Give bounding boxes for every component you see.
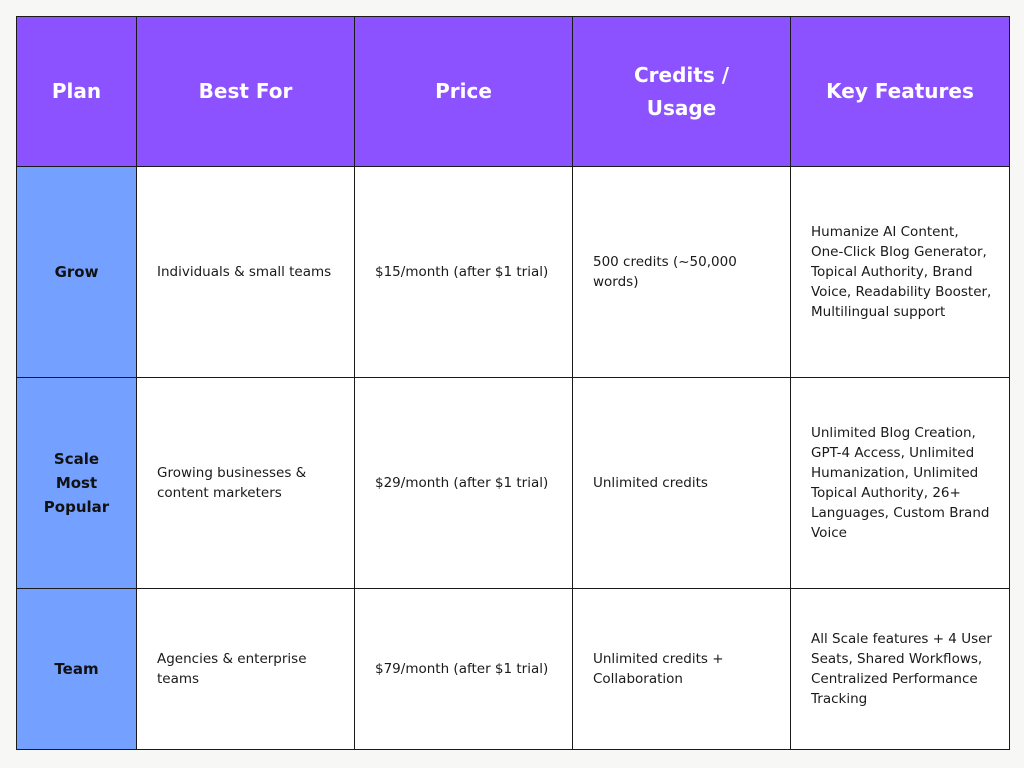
table-row-scale (17, 378, 1010, 589)
best-for-cell: Growing businesses & content marketers (137, 378, 355, 589)
plan-cell-team (17, 589, 137, 750)
plan-cell-grow (17, 167, 137, 378)
header-row (17, 17, 1010, 167)
features-cell: All Scale features + 4 User Seats, Shared Workflows, Centralized Performance Tracking (791, 589, 1010, 750)
plan-name: Scale (53, 450, 100, 468)
plan-badge-line-2: Popular (43, 498, 110, 516)
table-row-grow (17, 167, 1010, 378)
header-plan: Plan (17, 17, 137, 167)
pricing-table (16, 16, 1010, 750)
header-credits-line-1: Credits / (633, 62, 729, 87)
plan-name: Grow (54, 263, 99, 281)
plan-name: Team (54, 660, 99, 678)
price-cell: $15/month (after $1 trial) (355, 167, 573, 378)
credits-cell: Unlimited credits + Collaboration (573, 589, 791, 750)
plan-cell-scale (17, 378, 137, 589)
features-cell: Unlimited Blog Creation, GPT-4 Access, Unlimited Humanization, Unlimited Topical Authority, 26+ Languages, Custom Brand Voice (791, 378, 1010, 589)
header-credits-line-2: Usage (646, 95, 717, 120)
header-key-features: Key Features (791, 17, 1010, 167)
features-cell: Humanize AI Content, One-Click Blog Generator, Topical Authority, Brand Voice, Readability Booster, Multilingual support (791, 167, 1010, 378)
plan-badge-line-1: Most (55, 474, 98, 492)
price-cell: $79/month (after $1 trial) (355, 589, 573, 750)
header-price: Price (355, 17, 573, 167)
header-best-for: Best For (137, 17, 355, 167)
table-row-team (17, 589, 1010, 750)
best-for-cell: Individuals & small teams (137, 167, 355, 378)
best-for-cell: Agencies & enterprise teams (137, 589, 355, 750)
credits-cell: Unlimited credits (573, 378, 791, 589)
credits-cell: 500 credits (~50,000 words) (573, 167, 791, 378)
price-cell: $29/month (after $1 trial) (355, 378, 573, 589)
header-credits-usage (573, 17, 791, 167)
